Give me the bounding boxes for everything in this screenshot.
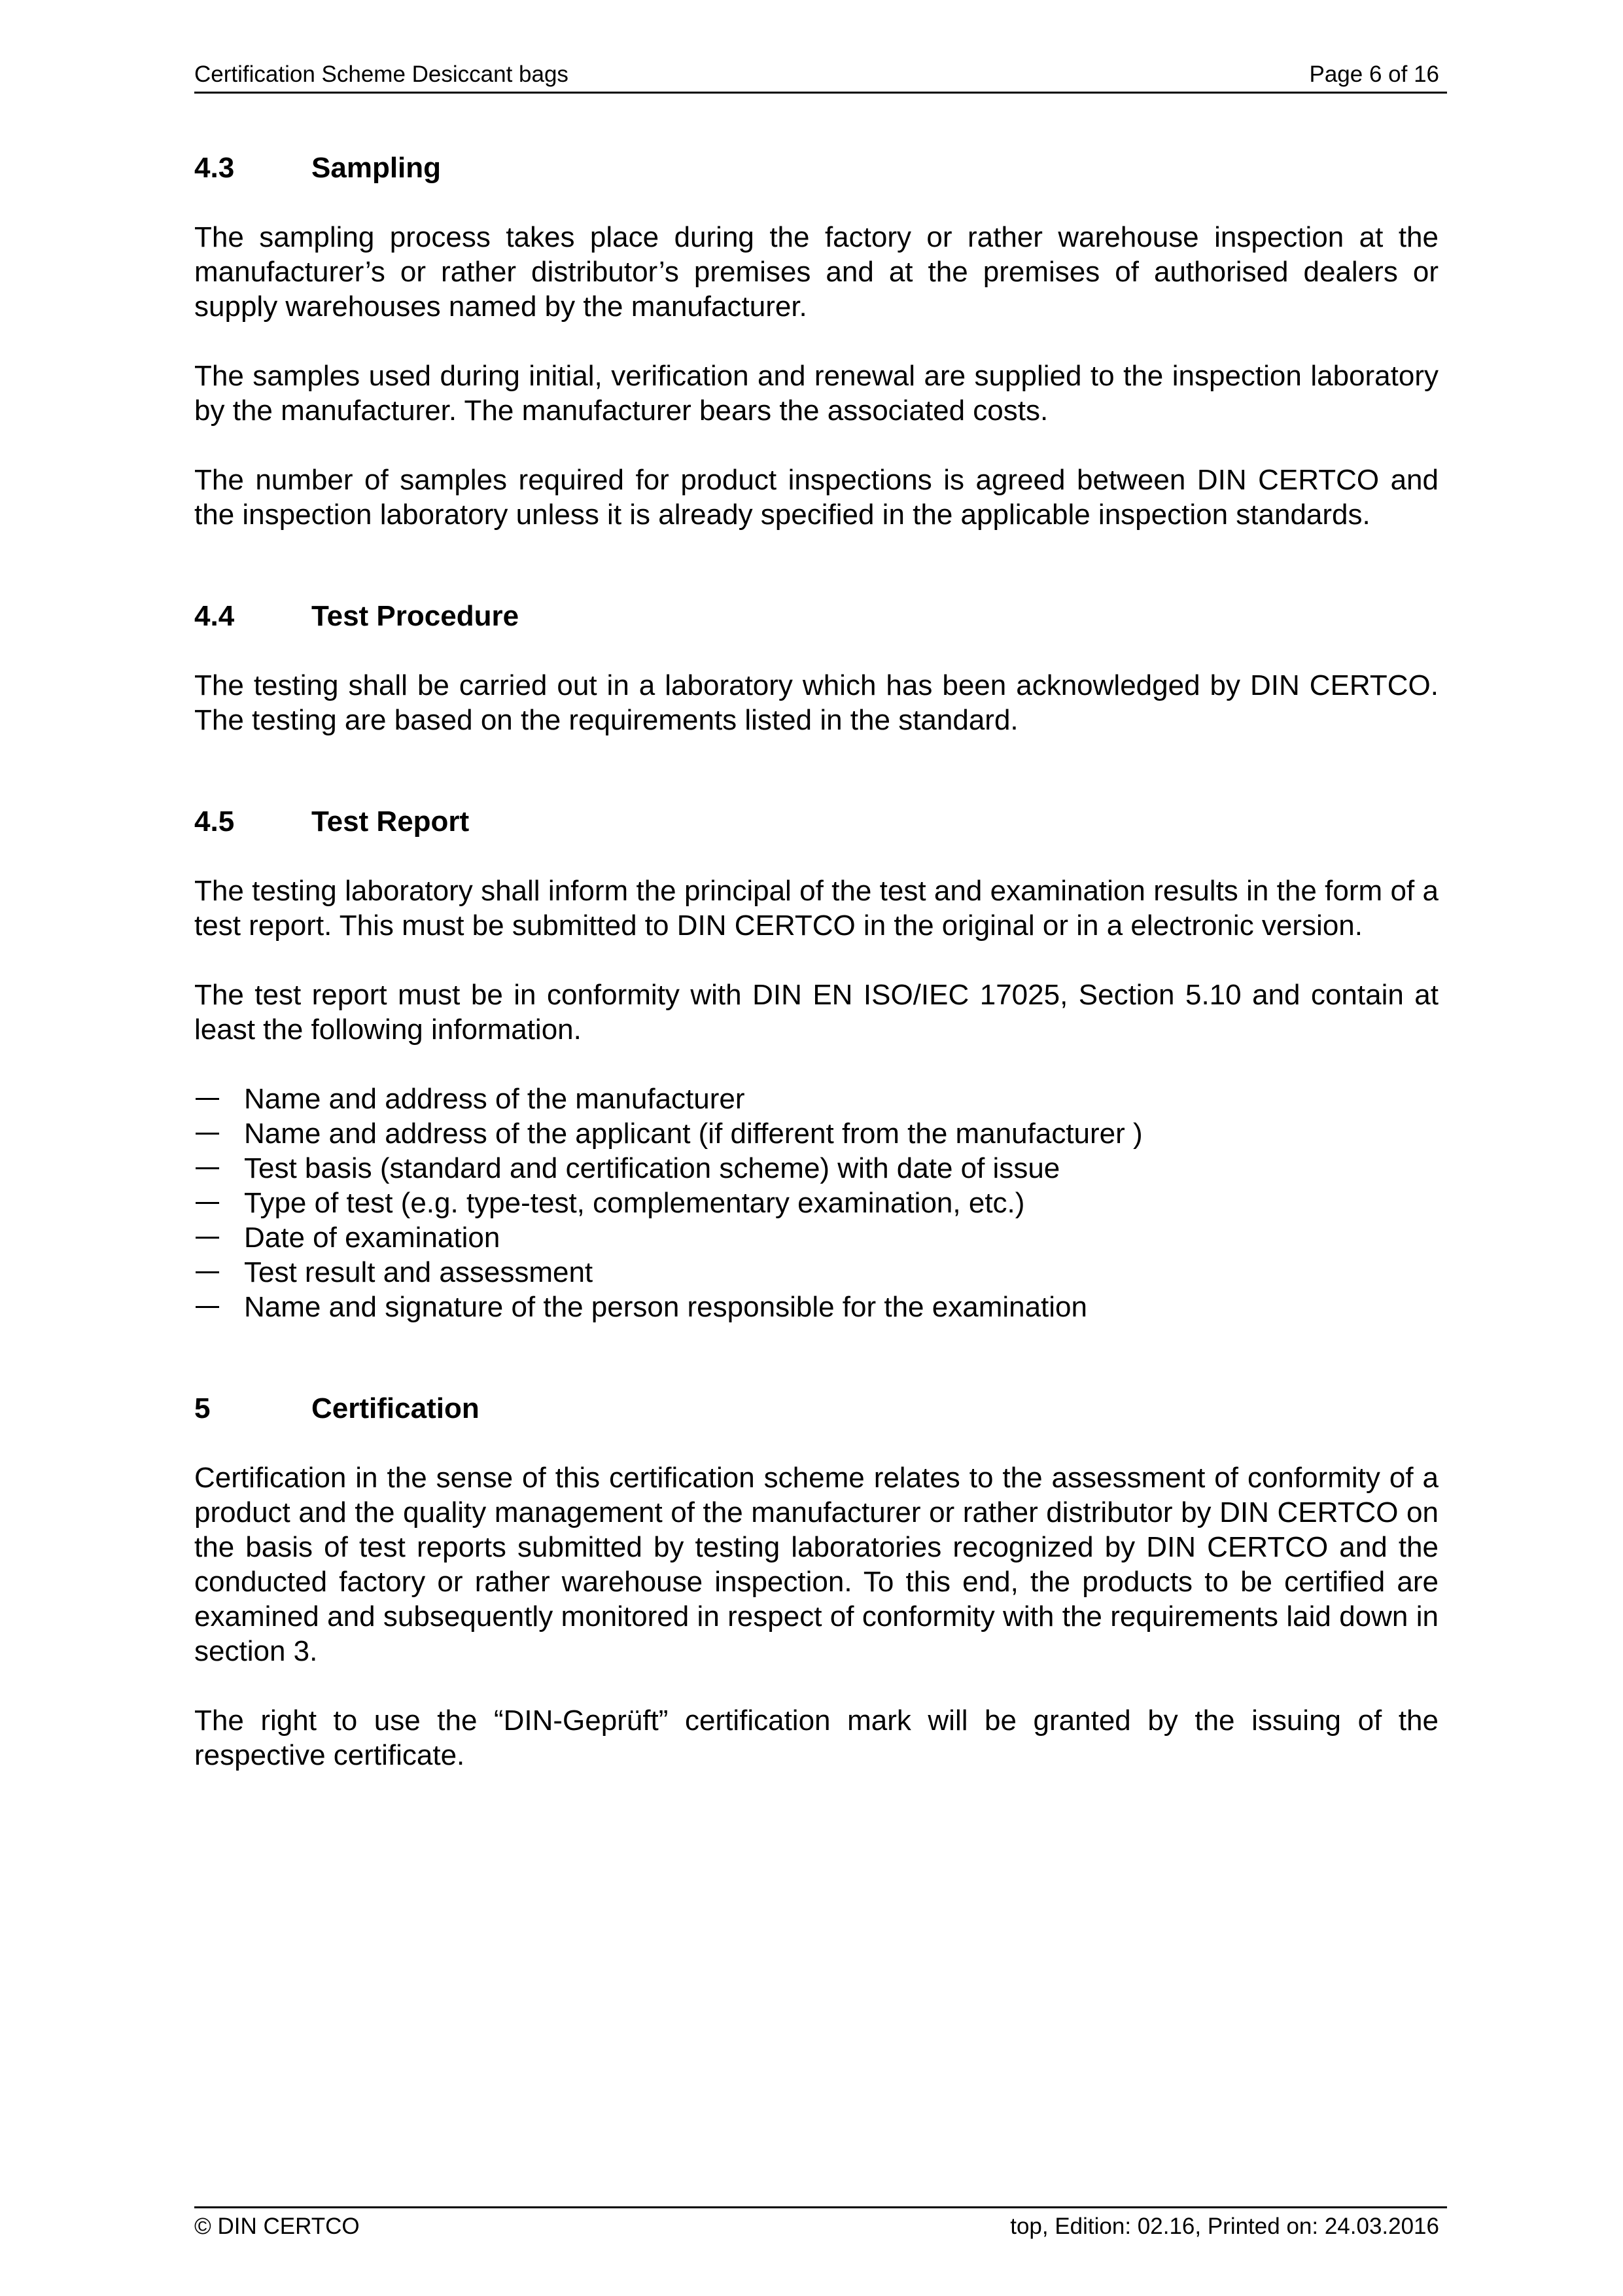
paragraph: The test report must be in conformity with DIN EN ISO/IEC 17025, Section 5.10 and contain at least the following information.: [194, 979, 1439, 1046]
section-title: Sampling: [311, 152, 442, 184]
document-body: [194, 150, 1439, 1773]
list-item: Name and signature of the person responsible for the examination: [194, 1290, 1439, 1324]
dash-bullet-icon: [196, 1167, 219, 1169]
list-item: Test basis (standard and certification scheme) with date of issue: [194, 1151, 1439, 1186]
footer-copyright: © DIN CERTCO: [194, 2214, 360, 2239]
header-page-number: Page 6 of 16: [1309, 62, 1439, 87]
page-header: [194, 60, 1447, 94]
section-title: Certification: [311, 1392, 480, 1424]
paragraph: The testing laboratory shall inform the principal of the test and examination results in the form of a test report. This must be submitted to DIN CERTCO in the original or in a electronic version.: [194, 875, 1439, 942]
section-heading-4-3: [194, 150, 1439, 185]
list-item: Name and address of the manufacturer: [194, 1082, 1439, 1116]
section-heading-5: [194, 1391, 1439, 1426]
dash-bullet-icon: [196, 1133, 219, 1135]
footer-edition: top, Edition: 02.16, Printed on: 24.03.2016: [1010, 2214, 1439, 2239]
section-number: 5: [194, 1392, 211, 1424]
paragraph: The number of samples required for product inspections is agreed between DIN CERTCO and the inspection laboratory unless it is already specified in the applicable inspection standards.: [194, 464, 1439, 531]
list-item: Test result and assessment: [194, 1255, 1439, 1290]
report-information-list: [194, 1082, 1439, 1324]
list-item: Date of examination: [194, 1220, 1439, 1255]
list-item: Type of test (e.g. type-test, complementary examination, etc.): [194, 1186, 1439, 1220]
dash-bullet-icon: [196, 1237, 219, 1239]
section-number: 4.5: [194, 805, 235, 838]
list-item: Name and address of the applicant (if different from the manufacturer ): [194, 1116, 1439, 1151]
dash-bullet-icon: [196, 1271, 219, 1273]
dash-bullet-icon: [196, 1098, 219, 1100]
section-title: Test Procedure: [311, 600, 519, 632]
dash-bullet-icon: [196, 1202, 219, 1204]
paragraph: Certification in the sense of this certification scheme relates to the assessment of conformity of a product and the quality management of the manufacturer or rather distributor by DIN CERTCO on the basis of test reports submitted by testing laboratories recognized by DIN CERTCO and the conducted factory or rather warehouse inspection. To this end, the products to be certified are examined and subsequently monitored in respect of conformity with the requirements laid down in section 3.: [194, 1462, 1439, 1667]
section-title: Test Report: [311, 805, 470, 838]
header-title: Certification Scheme Desiccant bags: [194, 62, 568, 87]
section-heading-4-4: [194, 599, 1439, 633]
dash-bullet-icon: [196, 1306, 219, 1308]
paragraph: The samples used during initial, verification and renewal are supplied to the inspection laboratory by the manufacturer. The manufacturer bears the associated costs.: [194, 360, 1439, 427]
section-heading-4-5: [194, 804, 1439, 839]
paragraph: The sampling process takes place during the factory or rather warehouse inspection at the manufacturer’s or rather distributor’s premises and at the premises of authorised dealers or supply warehouses named by the manufacturer.: [194, 221, 1439, 323]
paragraph: The right to use the “DIN-Geprüft” certification mark will be granted by the issuing of the respective certificate.: [194, 1704, 1439, 1771]
section-number: 4.4: [194, 600, 235, 632]
paragraph: The testing shall be carried out in a laboratory which has been acknowledged by DIN CERTCO. The testing are based on the requirements listed in the standard.: [194, 669, 1439, 736]
section-number: 4.3: [194, 152, 235, 184]
page-footer: [194, 2206, 1447, 2240]
